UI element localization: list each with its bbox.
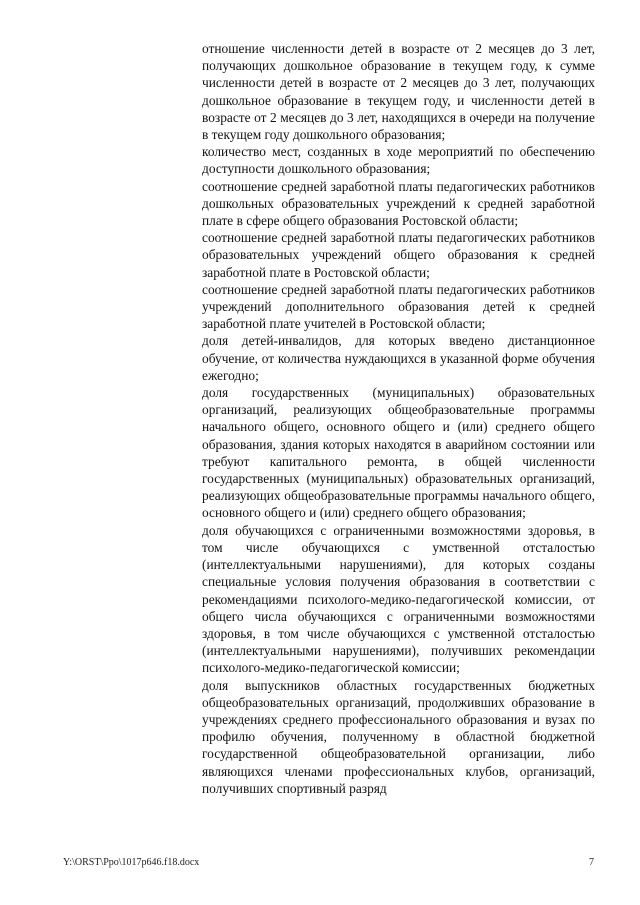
footer-page-number: 7 [589, 857, 594, 868]
paragraph: доля детей-инвалидов, для которых введено дистанционное обучение, от количества нуждающихся в указанной форме обучения ежегодно; [202, 333, 595, 383]
document-body [202, 40, 595, 797]
paragraph: доля выпускников областных государственных бюджетных общеобразовательных организаций, продолживших образование в учреждениях среднего профессионального образования и вузах по профилю обучения, полученному в областной бюджетной государственной общеобразовательной организации, либо являющихся членами профессиональных клубов, организаций, получивших спортивный разряд [202, 677, 595, 796]
footer-file-path: Y:\ORST\Ppo\1017p646.f18.docx [63, 857, 200, 868]
paragraph: количество мест, созданных в ходе мероприятий по обеспечению доступности дошкольного образования; [202, 144, 595, 177]
paragraph: доля государственных (муниципальных) образовательных организаций, реализующих общеобразовательные программы начального общего, основного общего и (или) среднего общего образования, здания которых находятся в аварийном состоянии или требуют капитального ремонта, в общей численности государственных (муниципальных) образовательных организаций, реализующих общеобразовательные программы начального общего, основного общего и (или) среднего общего образования; [202, 385, 595, 521]
paragraph: доля обучающихся с ограниченными возможностями здоровья, в том числе обучающихся с умственной отсталостью (интеллектуальными нарушениями), для которых созданы специальные условия получения образования в соответствии с рекомендациями психолого-медико-педагогической комиссии, от общего числа обучающихся с ограниченными возможностями здоровья, в том числе обучающихся с умственной отсталостью (интеллектуальными нарушениями), получивших рекомендации психолого-медико-педагогической комиссии; [202, 522, 595, 676]
paragraph: отношение численности детей в возрасте от 2 месяцев до 3 лет, получающих дошкольное образование в текущем году, к сумме численности детей в возрасте от 2 месяцев до 3 лет, получающих дошкольное образование в текущем году, и численности детей в возрасте от 2 месяцев до 3 лет, находящихся в очереди на получение в текущем году дошкольного образования; [202, 41, 595, 143]
paragraph: соотношение средней заработной платы педагогических работников дошкольных образовательных учреждений к средней заработной плате в сфере общего образования Ростовской области; [202, 178, 595, 229]
paragraph: соотношение средней заработной платы педагогических работников учреждений дополнительного образования детей к средней заработной плате учителей в Ростовской области; [202, 281, 595, 332]
paragraph: соотношение средней заработной платы педагогических работников образовательных учреждений общего образования к средней заработной плате в Ростовской области; [202, 230, 595, 280]
